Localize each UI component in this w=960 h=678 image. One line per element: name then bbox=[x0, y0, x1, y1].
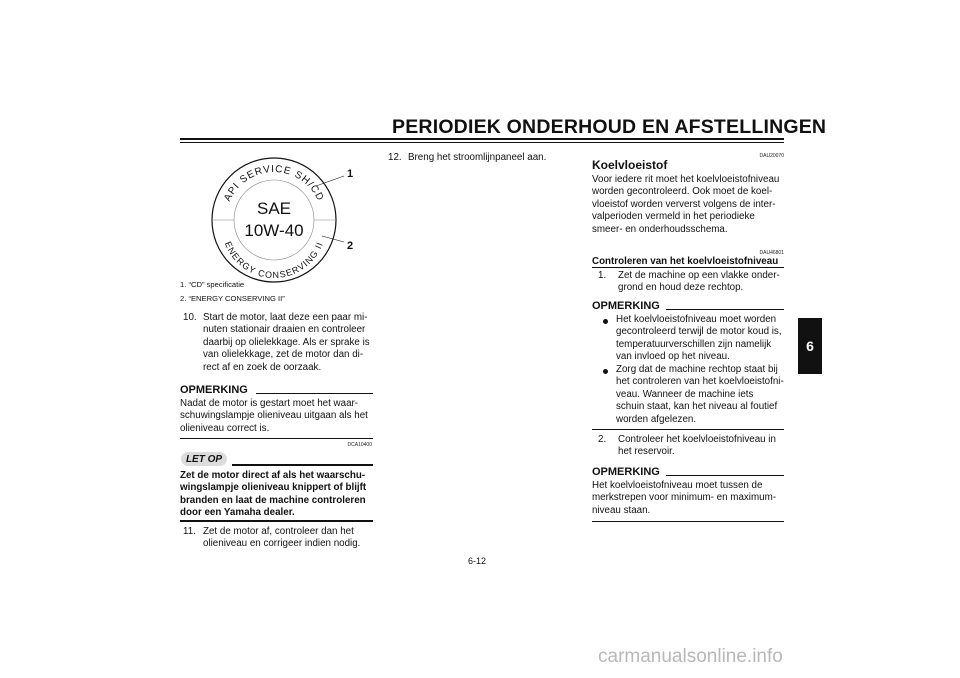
text-line: temperatuurverschillen zijn namelijk bbox=[616, 338, 772, 350]
viscosity-text: 10W-40 bbox=[244, 221, 304, 240]
text-line: Zet de motor direct af als het waarschu- bbox=[180, 470, 366, 481]
text-line: gecontroleerd terwijl de motor koud is, bbox=[616, 326, 782, 338]
step-10 bbox=[183, 312, 373, 376]
text-line: worden gecontroleerd. Ook moet de koel- bbox=[592, 186, 773, 198]
note-text bbox=[592, 480, 786, 517]
step-1 bbox=[598, 270, 786, 296]
heading-rule bbox=[666, 309, 784, 310]
figure-caption-1: 1. “CD” specificatie bbox=[180, 280, 245, 289]
note-heading: OPMERKING bbox=[180, 384, 248, 396]
section-intro bbox=[592, 174, 786, 236]
text-line: merkstrepen voor minimum- en maximum- bbox=[592, 492, 777, 504]
step-number: 1. bbox=[598, 270, 607, 281]
text-line: van olielekkage, zet de motor dan di- bbox=[203, 349, 364, 361]
note-heading: OPMERKING bbox=[592, 300, 660, 312]
heading-rule bbox=[666, 475, 784, 476]
step-11 bbox=[183, 526, 373, 552]
header-rule-thin bbox=[180, 142, 784, 143]
text-line: Controleer het koelvloeistofniveau in bbox=[618, 434, 776, 445]
step-number: 10. bbox=[183, 312, 197, 323]
section-code: DAU20070 bbox=[759, 153, 784, 159]
text-line: door een Yamaha dealer. bbox=[180, 507, 295, 519]
arc-text-top: API SERVICE SH/CD bbox=[222, 163, 326, 204]
text-line: Start de motor, laat deze een paar mi- bbox=[203, 312, 368, 323]
subsection-rule bbox=[592, 267, 784, 268]
bullet-item bbox=[616, 314, 786, 364]
watermark: carmanualsonline.info bbox=[598, 646, 783, 667]
header-rule bbox=[180, 138, 784, 140]
text-line: Zet de motor af, controleer dan het bbox=[203, 526, 354, 537]
caution-end-rule bbox=[180, 520, 373, 522]
chapter-tab: 6 bbox=[798, 318, 822, 374]
note-end-rule bbox=[180, 438, 373, 439]
step-2 bbox=[598, 434, 786, 460]
text-line: Voor iedere rit moet het koelvloeistofniveau bbox=[592, 174, 780, 185]
text-line: worden afgelezen. bbox=[616, 413, 697, 425]
caution-rule bbox=[232, 464, 373, 466]
bullet-icon bbox=[603, 369, 608, 374]
text-line: Zorg dat de machine rechtop staat bij bbox=[616, 364, 778, 375]
heading-rule bbox=[256, 393, 373, 394]
text-line: smeer- en onderhoudsschema. bbox=[592, 223, 728, 235]
callout-1: 1 bbox=[347, 168, 354, 180]
text-line: van invloed op het niveau. bbox=[616, 351, 730, 363]
text-line: Het koelvloeistofniveau moet tussen de bbox=[592, 480, 763, 491]
text-line: schuwingslampje olieniveau uitgaan als het bbox=[180, 410, 368, 422]
text-line: Nadat de motor is gestart moet het waar- bbox=[180, 398, 359, 409]
text-line: branden en laat de machine controleren bbox=[180, 494, 366, 506]
text-line: valperioden vermeld in het periodieke bbox=[592, 211, 755, 223]
text-line: Zet de machine op een vlakke onder- bbox=[618, 270, 780, 281]
section-title: Koelvloeistof bbox=[592, 158, 668, 172]
bullet-icon bbox=[603, 319, 608, 324]
text-line: olieniveau en corrigeer indien nodig. bbox=[203, 538, 361, 550]
text-line: het reservoir. bbox=[618, 446, 675, 458]
text-line: veau. Wanneer de machine iets bbox=[616, 388, 754, 400]
oil-label-figure bbox=[200, 156, 370, 284]
sae-text: SAE bbox=[256, 199, 292, 218]
caution-code: DCA10400 bbox=[347, 442, 372, 448]
step-number: 11. bbox=[183, 526, 196, 537]
step-12 bbox=[388, 152, 578, 166]
text-line: Breng het stroomlijnpaneel aan. bbox=[408, 152, 547, 163]
note-end-rule bbox=[592, 521, 784, 522]
subsection-code: DAU46801 bbox=[759, 250, 784, 256]
text-line: niveau staan. bbox=[592, 504, 651, 516]
page-number: 6-12 bbox=[468, 556, 487, 566]
subsection-title: Controleren van het koelvloeistofniveau bbox=[592, 256, 779, 267]
step-number: 12. bbox=[388, 152, 402, 163]
note-end-rule bbox=[592, 429, 784, 430]
note-text bbox=[180, 398, 375, 435]
text-line: schuin staat, kan het niveau al foutief bbox=[616, 401, 778, 413]
arc-text-bottom: ENERGY CONSERVING II bbox=[222, 239, 326, 281]
text-line: vloeistof worden ververst volgens de inter- bbox=[592, 198, 776, 210]
figure-caption-2: 2. “ENERGY CONSERVING II” bbox=[180, 294, 285, 303]
callout-2: 2 bbox=[347, 240, 354, 252]
text-line: nuten stationair draaien en controleer bbox=[203, 324, 366, 336]
text-line: wingslampje olieniveau knippert of blijft bbox=[180, 482, 367, 494]
text-line: het controleren van het koelvloeistofni- bbox=[616, 376, 784, 388]
caution-badge: LET OP bbox=[181, 452, 227, 466]
page-title: PERIODIEK ONDERHOUD EN AFSTELLINGEN bbox=[392, 116, 827, 138]
step-number: 2. bbox=[598, 434, 607, 445]
text-line: olieniveau correct is. bbox=[180, 422, 270, 434]
text-line: Het koelvloeistofniveau moet worden bbox=[616, 314, 777, 325]
text-line: grond en houd deze rechtop. bbox=[618, 282, 744, 294]
caution-text bbox=[180, 470, 376, 520]
bullet-item bbox=[616, 364, 786, 426]
text-line: rect af en zoek de oorzaak. bbox=[203, 361, 322, 373]
note-heading: OPMERKING bbox=[592, 466, 660, 478]
text-line: daarbij op olielekkage. Als er sprake is bbox=[203, 336, 370, 348]
